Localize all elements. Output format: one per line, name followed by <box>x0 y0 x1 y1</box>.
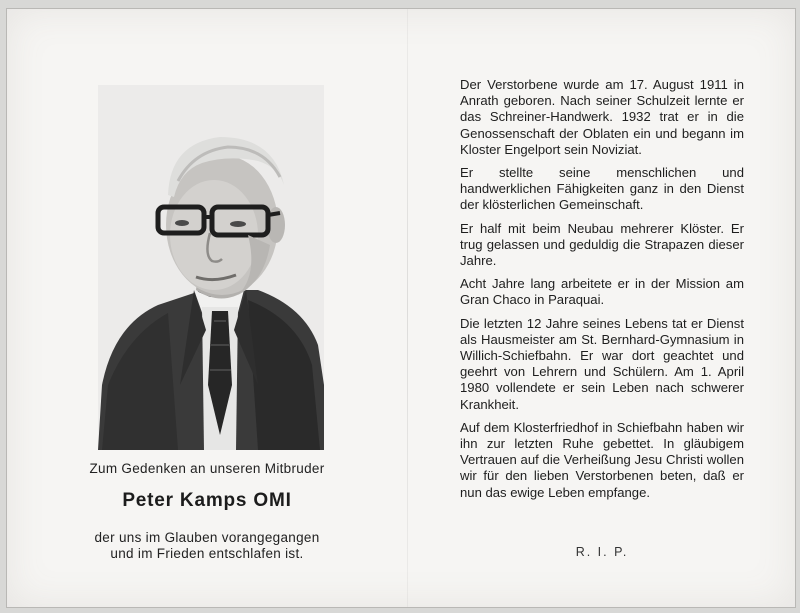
memorial-card <box>6 8 796 608</box>
biography-paragraph: Auf dem Klosterfriedhof in Schiefbahn haben wir ihn zur letzten Ruhe gebettet. In gläubigem Vertrauen auf die Verheißung Jesu Christi wollen wir für den lieben Verstorbenen beten, daß er nun das ewige Leben empfange. <box>460 419 744 500</box>
subtitle-line-2: und im Frieden entschlafen ist. <box>110 546 304 561</box>
biography-paragraph: Die letzten 12 Jahre seines Lebens tat er Dienst als Hausmeister am St. Bernhard-Gymnasium in Willich-Schiefbahn. Er war dort geachtet und geehrt von Lehrern und Schülern. Am 1. April 1980 vollendete er sein Leben nach schwerer Krankheit. <box>460 315 744 412</box>
portrait-photo <box>98 85 324 450</box>
biography-paragraph: Er stellte seine menschlichen und handwerklichen Fähigkeiten ganz in den Dienst der klösterlichen Gemeinschaft. <box>460 165 744 213</box>
subtitle-line-1: der uns im Glauben vorangegangen <box>94 530 320 545</box>
card-fold <box>407 9 408 607</box>
memorial-line: Zum Gedenken an unseren Mitbruder <box>89 461 325 476</box>
deceased-name: Peter Kamps OMI <box>122 490 292 511</box>
biography-paragraph: Er half mit beim Neubau mehrerer Klöster. Er trug gelassen und geduldig die Strapazen dieser Jahre. <box>460 220 744 269</box>
rip-closing: R. I. P. <box>575 545 629 559</box>
biography-text <box>460 77 744 508</box>
portrait-illustration <box>98 85 324 450</box>
biography-paragraph: Acht Jahre lang arbeitete er in der Mission am Gran Chaco in Paraquai. <box>460 276 744 308</box>
biography-paragraph: Der Verstorbene wurde am 17. August 1911 in Anrath geboren. Nach seiner Schulzeit lernte er das Schreiner-Handwerk. 1932 trat er in die Genossenschaft der Oblaten ein und begann im Kloster Engelport sein Noviziat. <box>460 77 744 157</box>
